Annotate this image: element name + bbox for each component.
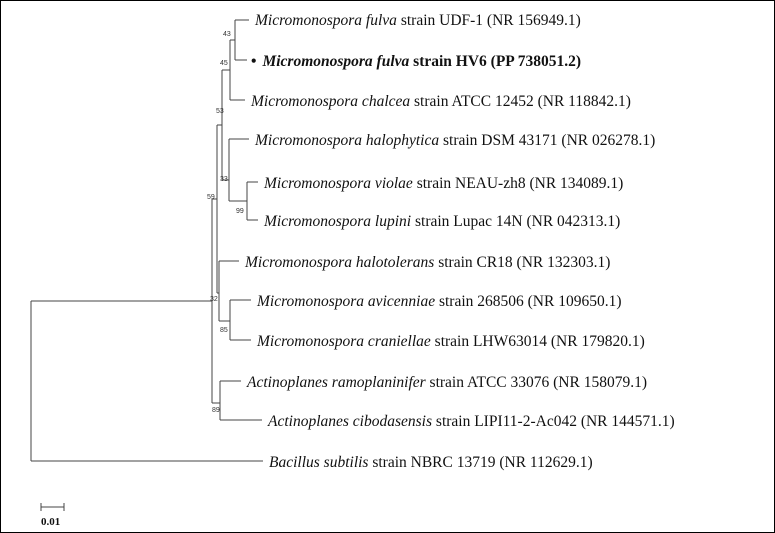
taxon-label: Micromonospora avicenniae strain 268506 (NR 109650.1) <box>257 293 622 310</box>
taxon-label-highlighted: • Micromonospora fulva strain HV6 (PP 738051.2) <box>251 53 582 70</box>
taxon-label: Micromonospora fulva strain UDF-1 (NR 156949.1) <box>255 12 581 29</box>
bootstrap-values <box>207 31 244 414</box>
taxon-label: Micromonospora craniellae strain LHW63014 (NR 179820.1) <box>257 333 645 350</box>
bootstrap-value: 53 <box>216 108 224 115</box>
taxon-label: Actinoplanes ramoplaninifer strain ATCC 33076 (NR 158079.1) <box>247 374 647 391</box>
taxon-label: Micromonospora halotolerans strain CR18 (NR 132303.1) <box>245 254 611 271</box>
taxon-label: Micromonospora chalcea strain ATCC 12452 (NR 118842.1) <box>251 93 631 110</box>
scale-bar <box>41 503 64 528</box>
bootstrap-value: 45 <box>220 60 228 67</box>
bootstrap-value: 99 <box>236 208 244 215</box>
taxon-label: Micromonospora violae strain NEAU-zh8 (NR 134089.1) <box>264 175 624 192</box>
bootstrap-value: 89 <box>212 407 220 414</box>
tree-svg <box>1 1 774 532</box>
taxon-label: Actinoplanes cibodasensis strain LIPI11-2-Ac042 (NR 144571.1) <box>268 413 675 430</box>
scale-bar-line <box>41 503 64 511</box>
bootstrap-value: 33 <box>220 176 228 183</box>
bootstrap-value: 59 <box>207 194 215 201</box>
taxon-label: Bacillus subtilis strain NBRC 13719 (NR 112629.1) <box>269 454 593 471</box>
taxon-labels <box>244 12 675 471</box>
taxon-label: Micromonospora lupini strain Lupac 14N (NR 042313.1) <box>264 213 621 230</box>
highlight-marker: • <box>251 53 257 70</box>
bootstrap-value: 32 <box>210 296 218 303</box>
taxon-label: Micromonospora halophytica strain DSM 43171 (NR 026278.1) <box>255 132 656 149</box>
branch-root <box>31 301 212 461</box>
scale-bar-label: 0.01 <box>41 516 61 528</box>
tree-branches <box>31 20 263 461</box>
bootstrap-value: 85 <box>220 327 228 334</box>
bootstrap-value: 43 <box>223 31 231 38</box>
